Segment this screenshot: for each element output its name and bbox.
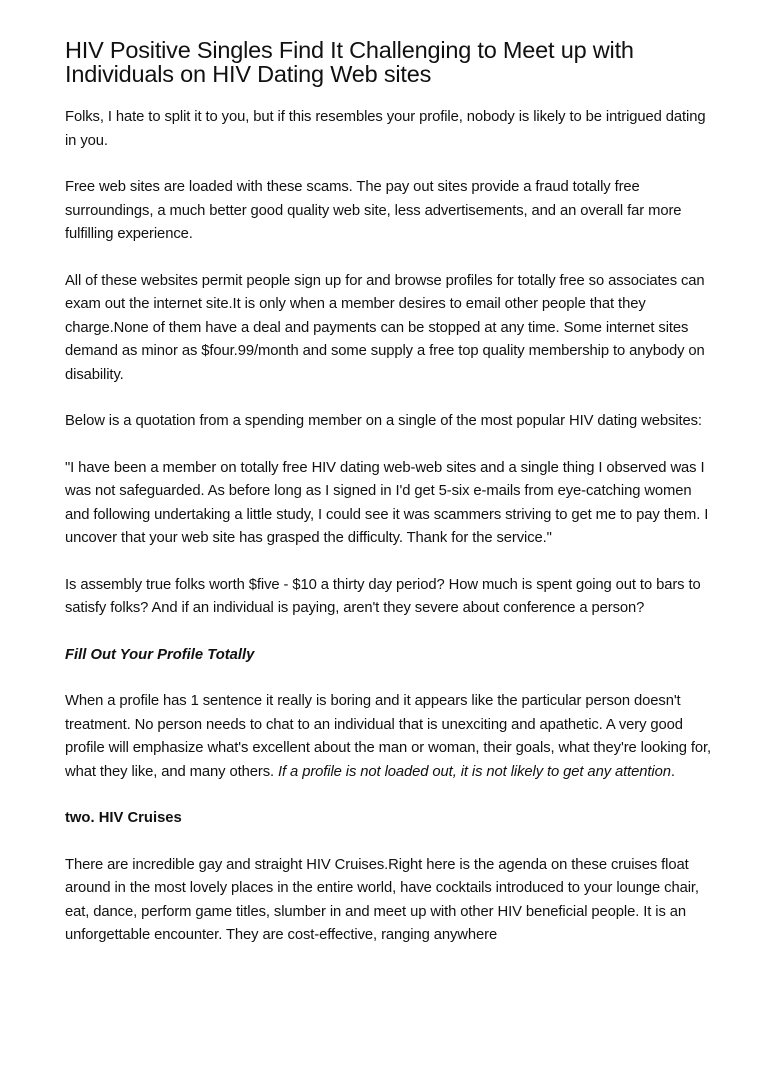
- paragraph-cruises: There are incredible gay and straight HIV Cruises.Right here is the agenda on these cruises float around in the most lovely places in the entire world, have cocktails introduced to your lounge chair, eat, dance, perform game titles, slumber in and meet up with other HIV beneficial people. It is an unforgettable encounter. They are cost-effective, ranging anywhere: [65, 856, 699, 943]
- paragraph-free-sites: Free web sites are loaded with these scams. The pay out sites provide a fraud totally free surroundings, a much better good quality web site, less advertisements, and an overall far more fulfilling experience.: [65, 179, 682, 242]
- profile-tips-period: .: [670, 763, 675, 780]
- page-title: HIV Positive Singles Find It Challenging to Meet up with Individuals on HIV Dating Web sites: [65, 37, 634, 87]
- paragraph-questions: Is assembly true folks worth $five - $10 a thirty day period? How much is spent going out to bars to satisfy folks? And if an individual is paying, aren't they severe about conference a person?: [65, 576, 701, 616]
- section-heading-profile: Fill Out Your Profile Totally: [65, 646, 255, 663]
- profile-tips-emphasis: If a profile is not loaded out, it is not likely to get any attention: [278, 763, 671, 780]
- profile-tips-text: When a profile has 1 sentence it really is boring and it appears like the particular person doesn't treatment. No person needs to chat to an individual that is unexciting and apathetic. A very good profile will emphasize what's excellent about the man or woman, their goals, what they're looking for, what they like, and many others.: [65, 693, 712, 780]
- paragraph-quotation-intro: Below is a quotation from a spending member on a single of the most popular HIV dating websites:: [65, 413, 702, 429]
- paragraph-profile-tips: [65, 690, 713, 784]
- section-heading-cruises: two. HIV Cruises: [65, 810, 182, 826]
- document-page: [65, 38, 713, 971]
- paragraph-intro: Folks, I hate to split it to you, but if this resembles your profile, nobody is likely to be intrigued dating in you.: [65, 109, 706, 149]
- paragraph-membership: All of these websites permit people sign up for and browse profiles for totally free so associates can exam out the internet site.It is only when a member desires to email other people that they charge.None of them have a deal and payments can be stopped at any time. Some internet sites demand as minor as $four.99/month and some supply a free top quality membership to anybody on disability.: [65, 272, 705, 383]
- paragraph-member-quote: "I have been a member on totally free HIV dating web-web sites and a single thing I observed was I was not safeguarded. As before long as I signed in I'd get 5-six e-mails from eye-catching women and following undertaking a little study, I could see it was scammers striving to get me to pay them. I uncover that your web site has grasped the difficulty. Thank for the service.": [65, 459, 709, 546]
